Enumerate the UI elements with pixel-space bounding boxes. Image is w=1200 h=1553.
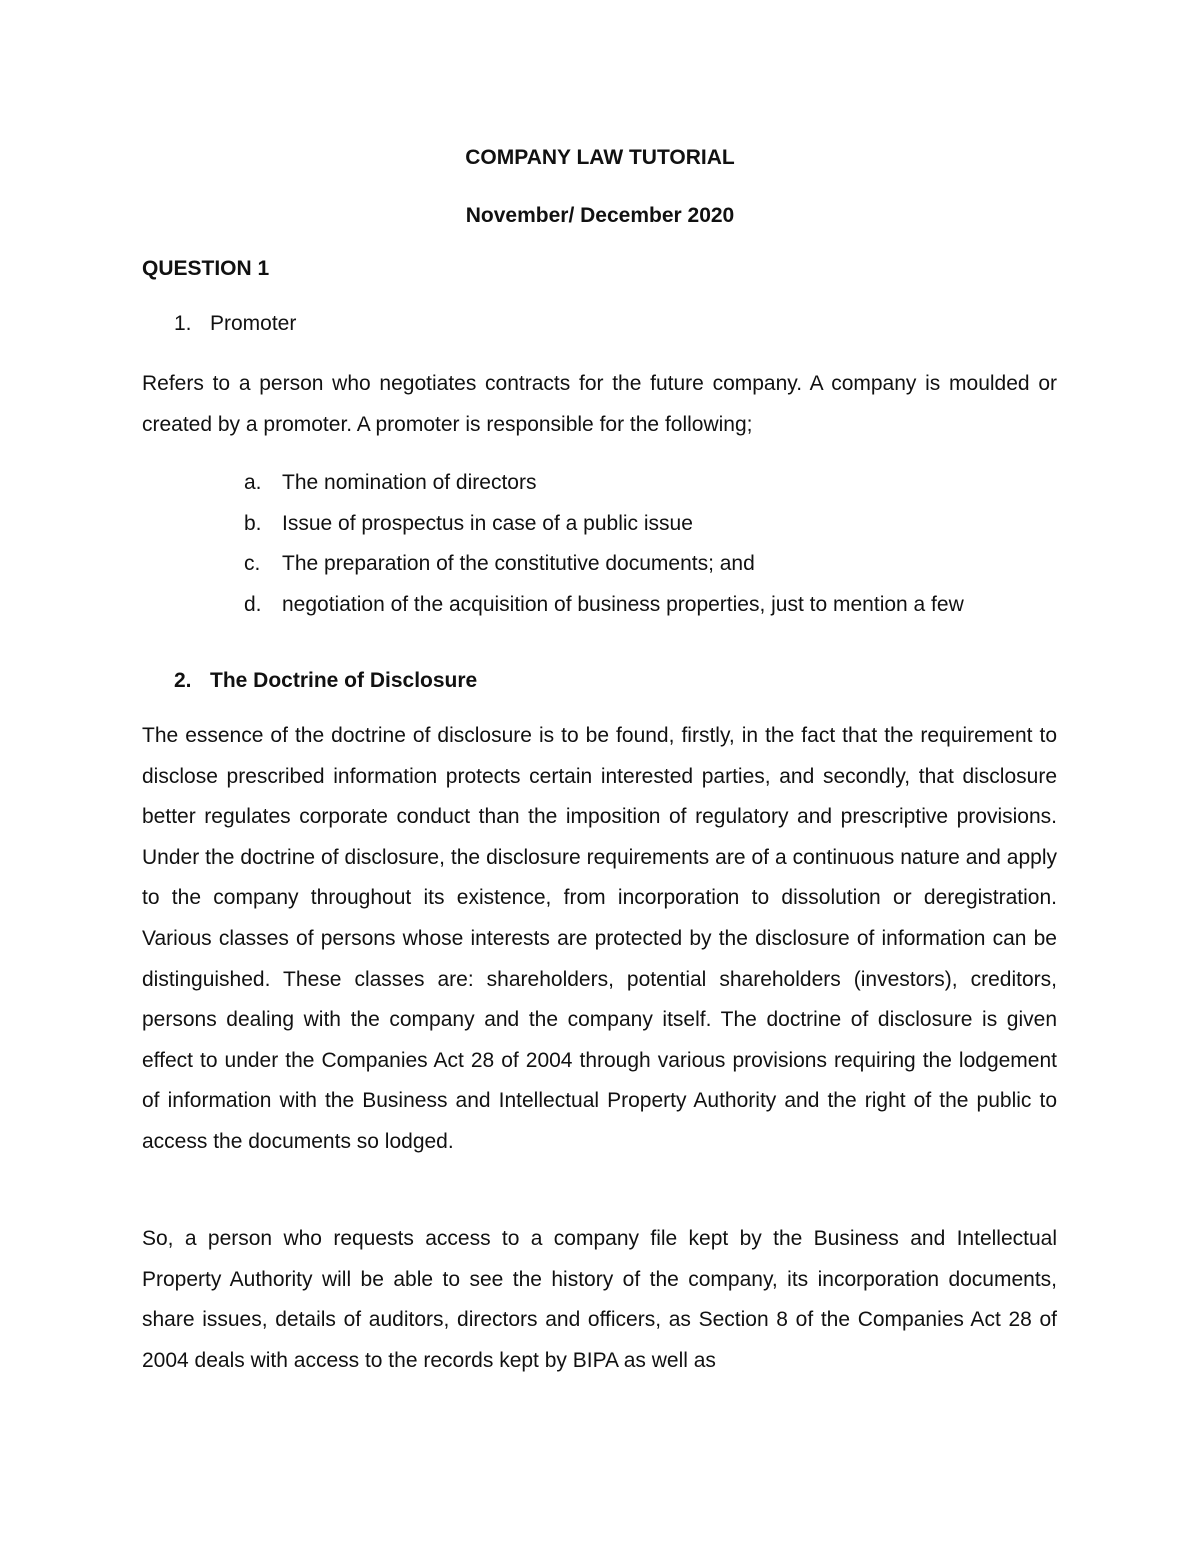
document-title: COMPANY LAW TUTORIAL: [465, 146, 735, 169]
list-item: [244, 544, 964, 585]
list-item: [244, 585, 964, 626]
list-marker: a.: [244, 471, 262, 494]
section-number: 2.: [174, 669, 192, 692]
list-item-text: The nomination of directors: [282, 471, 537, 494]
list-marker: d.: [244, 592, 262, 616]
section-title: The Doctrine of Disclosure: [210, 669, 478, 692]
list-marker: b.: [244, 511, 262, 535]
list-item-text: Issue of prospectus in case of a public issue: [282, 511, 693, 535]
access-paragraph: So, a person who requests access to a company file kept by the Business and Intellectual Property Authority will be able to see the history of the company, its incorporation documents, share issues, details of auditors, directors and officers, as Section 8 of the Companies Act 28 of 2004 deals with access to the records kept by BIPA as well as: [142, 1227, 1057, 1372]
disclosure-paragraph: The essence of the doctrine of disclosure is to be found, firstly, in the fact that the requirement to disclose prescribed information protects certain interested parties, and secondly, that disclosure better regulates corporate conduct than the imposition of regulatory and prescriptive provisions. Under the doctrine of disclosure, the disclosure requirements are of a continuous nature and apply to the company throughout its existence, from incorporation to dissolution or deregistration. Various classes of persons whose interests are protected by the disclosure of information can be distinguished. These classes are: shareholders, potential shareholders (investors), creditors, persons dealing with the company and the company itself. The doctrine of disclosure is given effect to under the Companies Act 28 of 2004 through various provisions requiring the lodgement of information with the Business and Intellectual Property Authority and the right of the public to access the documents so lodged.: [142, 724, 1057, 1153]
list-item-text: The preparation of the constitutive documents; and: [282, 552, 755, 576]
section-heading-promoter: [174, 310, 296, 338]
section-title: Promoter: [210, 312, 297, 335]
list-item: [244, 504, 964, 545]
section-number: 1.: [174, 312, 192, 335]
question-heading: QUESTION 1: [142, 257, 270, 280]
list-item: [244, 463, 964, 504]
promoter-definition-paragraph: Refers to a person who negotiates contracts for the future company. A company is moulded or created by a promoter. A promoter is responsible for the following;: [142, 372, 1057, 436]
document-date: November/ December 2020: [465, 204, 735, 227]
section-heading-doctrine-of-disclosure: [174, 667, 477, 695]
promoter-responsibilities-list: [244, 463, 964, 625]
list-item-text: negotiation of the acquisition of business properties, just to mention a few: [282, 592, 964, 616]
list-marker: c.: [244, 552, 261, 576]
